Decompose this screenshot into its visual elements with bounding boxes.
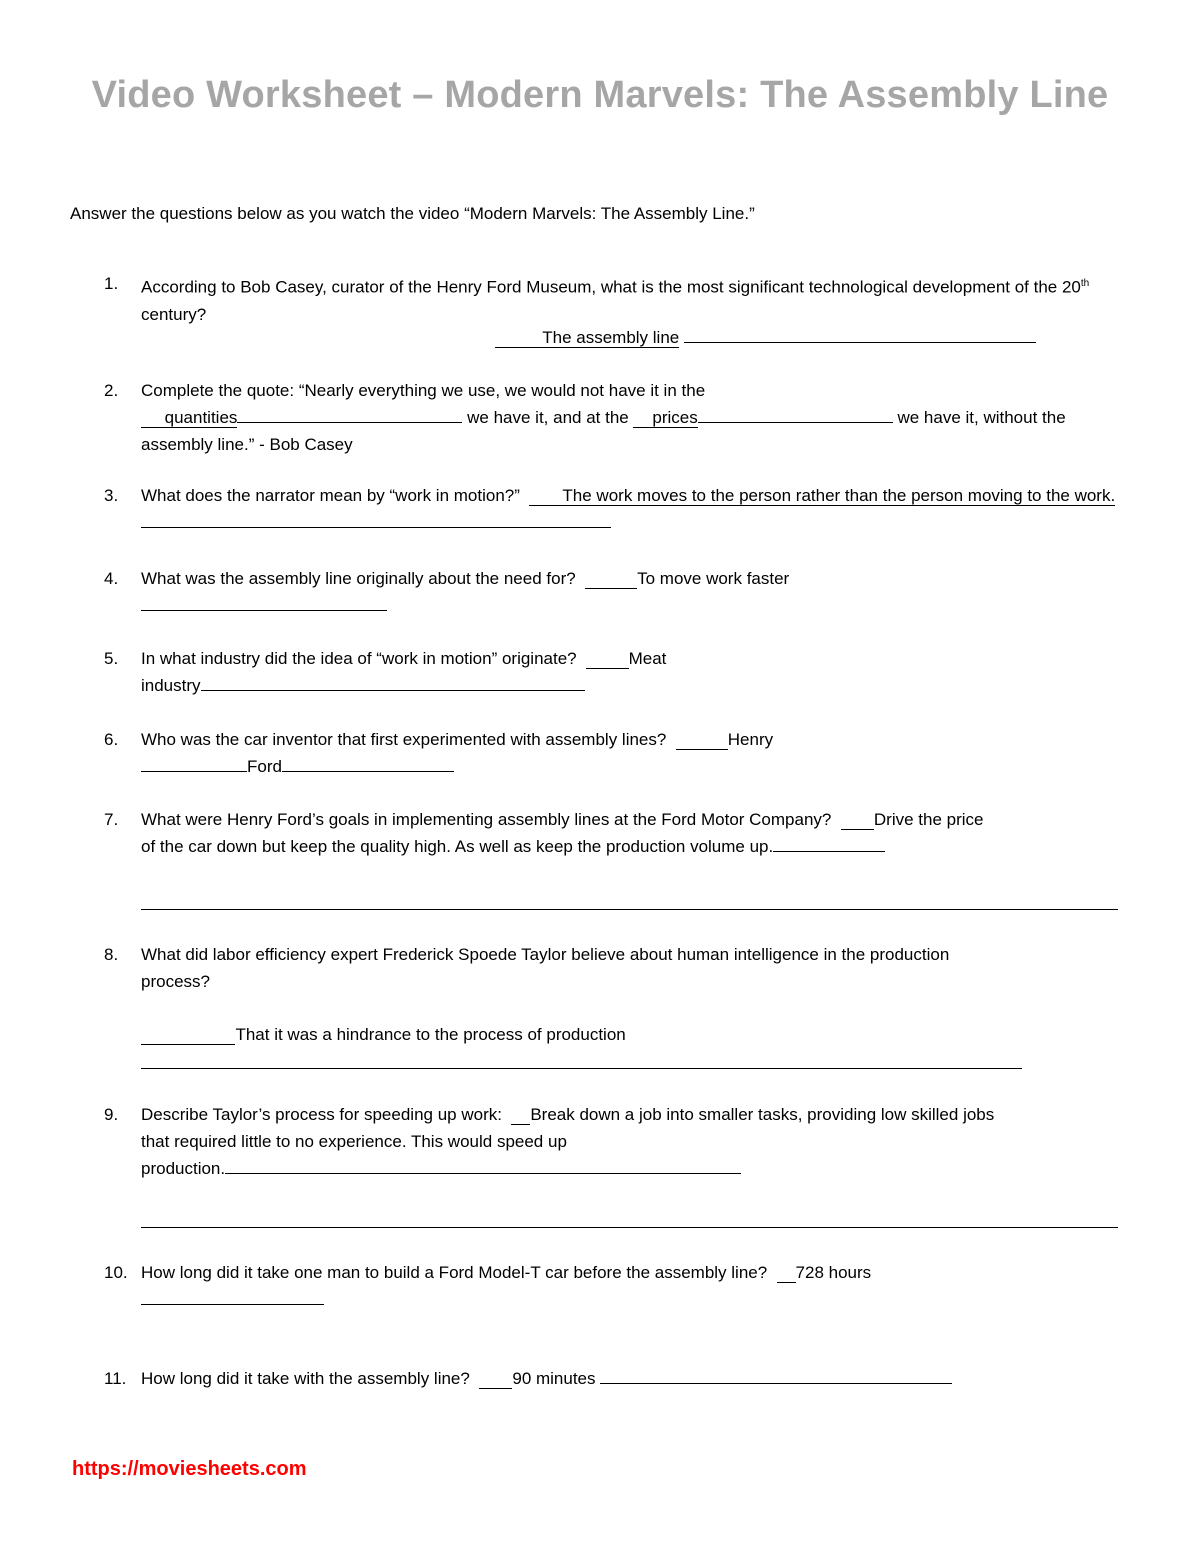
question-9 (104, 1101, 1134, 1182)
question-number: 2. (104, 381, 119, 400)
worksheet-title: Video Worksheet – Modern Marvels: The Assembly Line (91, 74, 1109, 116)
question-number: 3. (104, 486, 119, 505)
answer-text-cont[interactable]: industry (141, 676, 201, 695)
answer-text[interactable]: 728 hours (795, 1263, 872, 1282)
question-text: In what industry did the idea of “work in motion” originate? (141, 649, 577, 668)
question-2 (104, 377, 1134, 458)
question-text: Describe Taylor’s process for speeding up work: (141, 1105, 502, 1124)
question-4 (104, 565, 1104, 619)
question-8 (104, 941, 1104, 995)
question-text: How long did it take with the assembly line? (141, 1369, 470, 1388)
answer-text-cont[interactable]: Ford (247, 757, 282, 776)
question-end: we have it, without the assembly line.” - Bob Casey (141, 408, 1066, 454)
question-number: 6. (104, 730, 119, 749)
question-text-end: century? (141, 304, 207, 324)
answer-text[interactable]: To move work faster (637, 569, 790, 588)
question-3 (104, 482, 1134, 536)
question-number: 11. (104, 1369, 127, 1388)
question-number: 1. (104, 274, 119, 293)
intro-text: Answer the questions below as you watch the video “Modern Marvels: The Assembly Line.” (70, 204, 755, 223)
question-text: Who was the car inventor that first experimented with assembly lines? (141, 730, 667, 749)
question-1 (104, 270, 1104, 328)
question-text: What was the assembly line originally about the need for? (141, 569, 576, 588)
question-text: What were Henry Ford’s goals in implementing assembly lines at the Ford Motor Company? (141, 810, 832, 829)
answer-text[interactable]: Meat (628, 649, 667, 668)
question-number: 8. (104, 945, 119, 964)
question-text: According to Bob Casey, curator of the Henry Ford Museum, what is the most significant technological development of the 20 (141, 277, 1081, 297)
answer-text[interactable]: Drive the price (873, 810, 984, 829)
answer-1[interactable] (495, 324, 1036, 351)
fill-quantities[interactable]: quantities (164, 408, 238, 427)
answer-text[interactable]: Break down a job into smaller tasks, providing low skilled jobs (530, 1105, 995, 1124)
question-text: Complete the quote: “Nearly everything we use, we would not have it in the (141, 381, 706, 400)
question-text: How long did it take one man to build a Ford Model-T car before the assembly line? (141, 1263, 768, 1282)
question-text: What does the narrator mean by “work in motion?” (141, 486, 520, 505)
question-number: 10. (104, 1263, 128, 1282)
answer-text-cont[interactable]: that required little to no experience. This would speed up (141, 1132, 567, 1151)
answer-text[interactable]: Henry (727, 730, 774, 749)
answer-text[interactable]: The work moves to the person rather than the person moving to the work. (562, 486, 1116, 505)
answer-line[interactable] (141, 1068, 1022, 1069)
question-number: 5. (104, 649, 119, 668)
superscript: th (1080, 278, 1090, 289)
answer-text: That it was a hindrance to the process of production (235, 1025, 626, 1044)
question-6 (104, 726, 1104, 780)
answer-line[interactable] (141, 1227, 1118, 1228)
answer-line[interactable] (141, 909, 1118, 910)
footer-link[interactable]: https://moviesheets.com (72, 1458, 307, 1480)
question-text: What did labor efficiency expert Frederick Spoede Taylor believe about human intelligence in the production (141, 945, 950, 964)
question-number: 7. (104, 810, 119, 829)
answer-text-cont[interactable]: of the car down but keep the quality high. As well as keep the production volume up. (141, 837, 774, 856)
fill-prices[interactable]: prices (652, 408, 698, 427)
answer-text: The assembly line (542, 328, 680, 347)
question-text-cont: process? (141, 972, 210, 991)
question-11 (104, 1365, 1104, 1392)
question-number: 4. (104, 569, 119, 588)
question-number: 9. (104, 1105, 119, 1124)
question-10 (104, 1259, 1104, 1313)
answer-text[interactable]: 90 minutes (512, 1369, 596, 1388)
answer-text-end[interactable]: production. (141, 1159, 226, 1178)
answer-8[interactable] (141, 1021, 626, 1048)
question-mid: we have it, and at the (462, 408, 634, 427)
question-7 (104, 806, 1134, 860)
question-5 (104, 645, 1104, 699)
